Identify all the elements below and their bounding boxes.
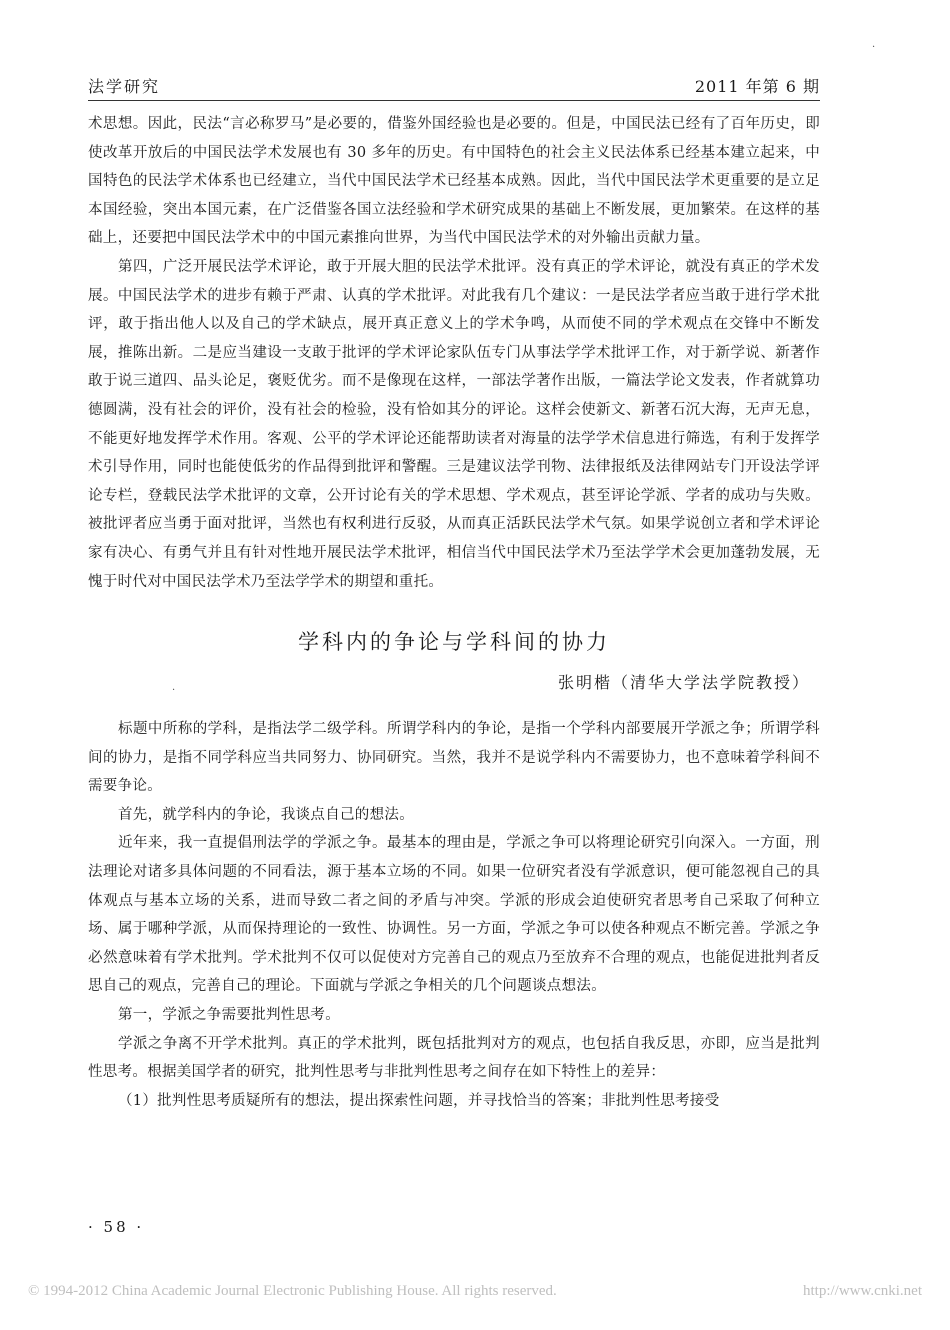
body-paragraph: 近年来，我一直提倡刑法学的学派之争。最基本的理由是，学派之争可以将理论研究引向深入。一方面，刑法理论对诸多具体问题的不同看法，源于基本立场的不同。如果一位研究者没有学派意识，便可能忽视自己的具体观点与基本立场的关系，进而导致二者之间的矛盾与冲突。学派的形成会迫使研究者思考自己采取了何种立场、属于哪种学派，从而保持理论的一致性、协调性。另一方面，学派之争可以使各种观点不断完善。学派之争必然意味着有学术批判。学术批判不仅可以促使对方完善自己的观点乃至放弃不合理的观点，也能促进批判者反思自己的观点，完善自己的理论。下面就与学派之争相关的几个问题谈点想法。 bbox=[88, 835, 820, 995]
issue-number: 2011 年第 6 期 bbox=[694, 77, 820, 96]
body-paragraph: 第一，学派之争需要批判性思考。 bbox=[118, 1007, 340, 1024]
running-header bbox=[88, 72, 820, 101]
body-paragraph: 术思想。因此，民法“言必称罗马”是必要的，借鉴外国经验也是必要的。但是，中国民法已经有了百年历史，即使改革开放后的中国民法学术发展也有 30 多年的历史。有中国特色的社会主义民法体系已经基本建立起来，中国特色的民法学术体系也已经建立，当代中国民法学术已经基本成熟。因此，当代中国民法学术更重要的是立足本国经验，突出本国元素，在广泛借鉴各国立法经验和学术研究成果的基础上不断发展，更加繁荣。在这样的基础上，还要把中国民法学术中的中国元素推向世界，为当代中国民法学术的对外输出贡献力量。 bbox=[88, 116, 820, 247]
copyright-footer bbox=[28, 1283, 922, 1300]
article-author: 张明楷（清华大学法学院教授） bbox=[557, 673, 810, 693]
scan-speck: · bbox=[872, 42, 876, 53]
section-gap bbox=[88, 596, 820, 626]
body-paragraph: 学派之争离不开学术批判。真正的学术批判，既包括批判对方的观点，也包括自我反思，亦即，应当是批判性思考。根据美国学者的研究，批判性思考与非批判性思考之间存在如下特性上的差异： bbox=[88, 1035, 820, 1081]
body-paragraph: 第四，广泛开展民法学术评论，敢于开展大胆的民法学术批评。没有真正的学术评论，就没有真正的学术发展。中国民法学术的进步有赖于严肃、认真的学术批评。对此我有几个建议：一是民法学者应当敢于进行学术批评，敢于指出他人以及自己的学术缺点，展开真正意义上的学术争鸣，从而使不同的学术观点在交锋中不断发展，推陈出新。二是应当建设一支敢于批评的学术评论家队伍专门从事法学学术批评工作，对于新学说、新著作敢于说三道四、品头论足，褒贬优劣。而不是像现在这样，一部法学著作出版，一篇法学论文发表，作者就算功德圆满，没有社会的评价，没有社会的检验，没有恰如其分的评论。这样会使新文、新著石沉大海，无声无息，不能更好地发挥学术作用。客观、公平的学术评论还能帮助读者对海量的法学学术信息进行筛选，有利于发挥学术引导作用，同时也能使低劣的作品得到批评和警醒。三是建议法学刊物、法律报纸及法律网站专门开设法学评论专栏，登载民法学术批评的文章，公开讨论有关的学术思想、学术观点，甚至评论学派、学者的成功与失败。被批评者应当勇于面对批评，当然也有权利进行反驳，从而真正活跃民法学术气氛。如果学说创立者和学术评论家有决心、有勇气并且有针对性地开展民法学术批评，相信当代中国民法学术乃至法学学术会更加蓬勃发展，无愧于时代对中国民法学术乃至法学学术的期望和重托。 bbox=[88, 258, 820, 590]
body-paragraph: 首先，就学科内的争论，我谈点自己的想法。 bbox=[118, 806, 414, 823]
page-number: · 58 · bbox=[88, 1218, 145, 1236]
journal-name: 法学研究 bbox=[88, 77, 161, 96]
article-title: 学科内的争论与学科间的协力 bbox=[298, 630, 610, 655]
footer-url[interactable]: http://www.cnki.net bbox=[802, 1283, 922, 1299]
scan-speck: · bbox=[172, 685, 176, 696]
section-gap bbox=[88, 693, 820, 715]
body-paragraph: 标题中所称的学科，是指法学二级学科。所谓学科内的争论，是指一个学科内部要展开学派之争；所谓学科间的协力，是指不同学科应当共同努力、协同研究。当然，我并不是说学科内不需要协力，也不意味着学科间不需要争论。 bbox=[88, 721, 820, 795]
page-body bbox=[88, 110, 820, 1115]
body-paragraph: （1）批判性思考质疑所有的想法，提出探索性问题，并寻找恰当的答案；非批判性思考接受 bbox=[118, 1092, 720, 1109]
copyright-text: © 1994-2012 China Academic Journal Electronic Publishing House. All rights reserved. bbox=[28, 1283, 557, 1299]
